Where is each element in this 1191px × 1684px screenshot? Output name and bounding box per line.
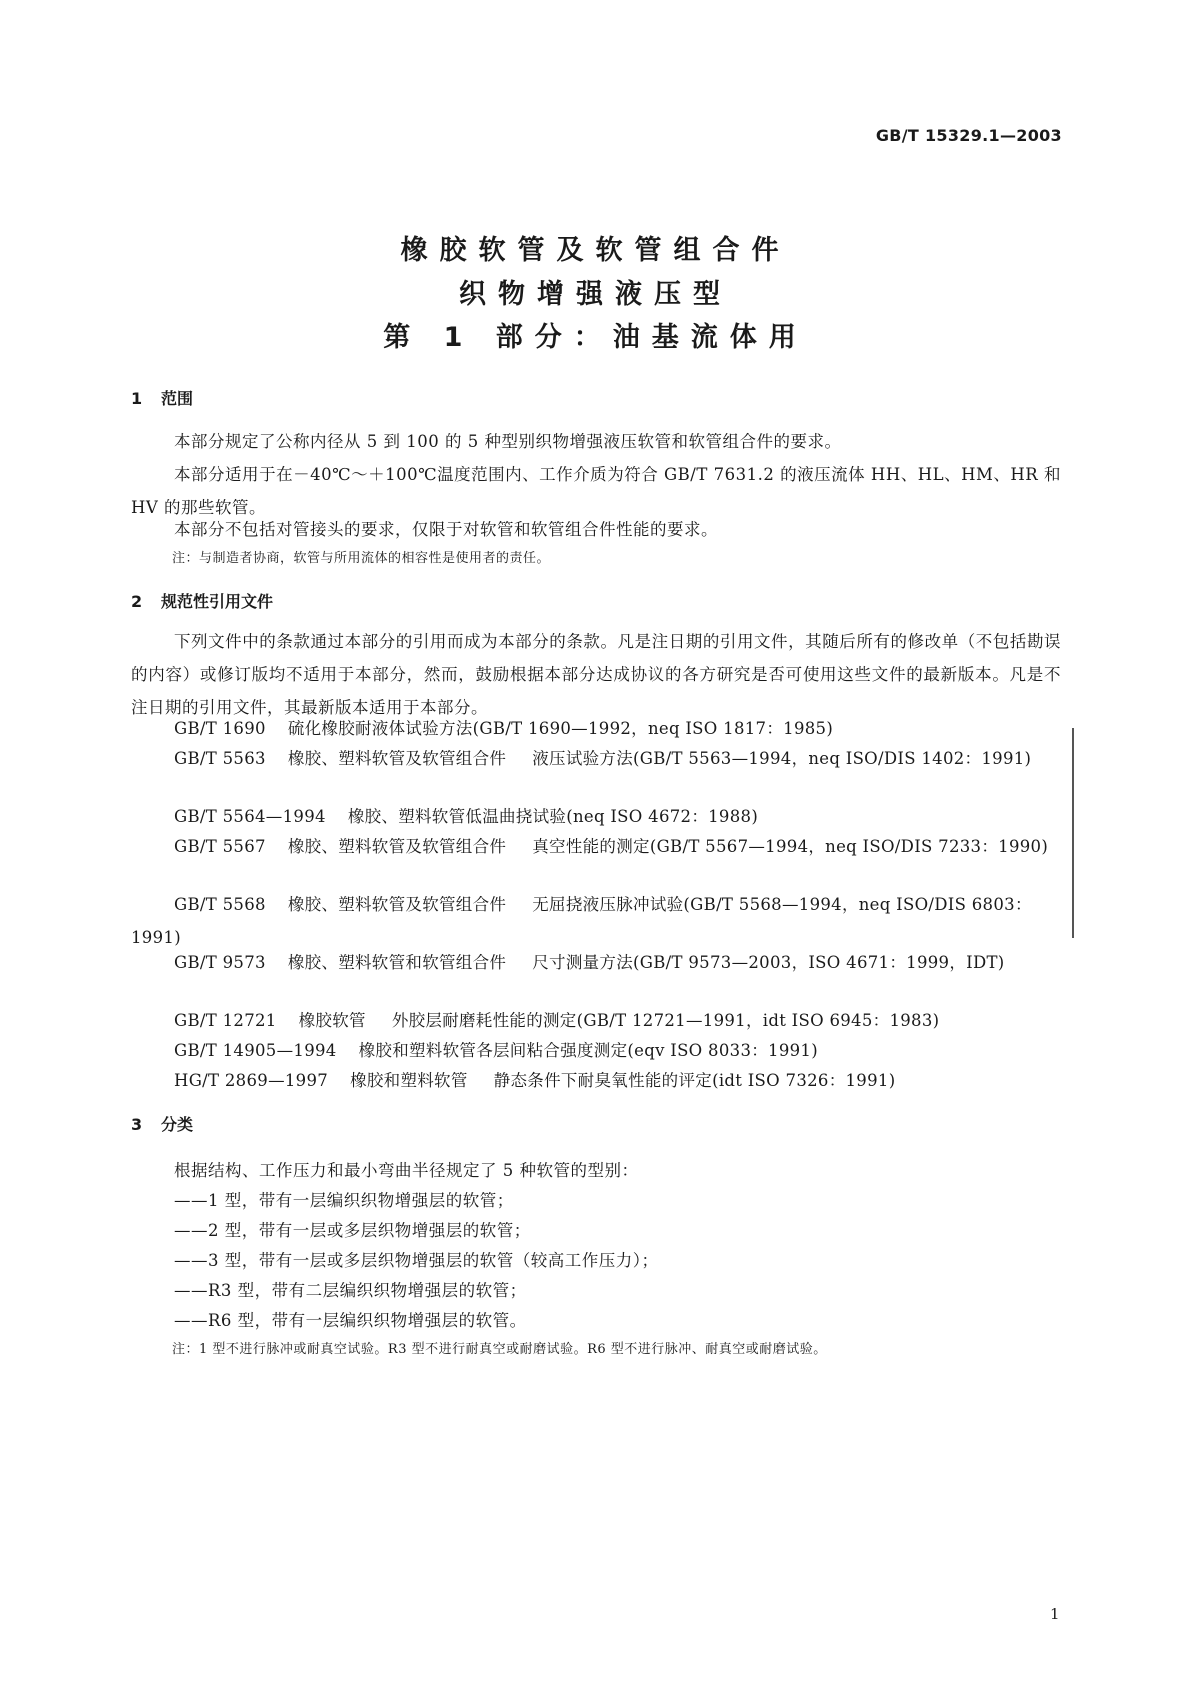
reference-item — [131, 1004, 1061, 1037]
reference-source: (GB/T 5568—1994，neq ISO/DIS 6803：1991) — [131, 895, 1032, 947]
reference-subtitle: 液压试验方法 — [532, 749, 634, 768]
section-1-paragraph-1: 本部分规定了公称内径从 5 到 100 的 5 种型别织物增强液压软管和软管组合件的要求。 — [174, 432, 842, 451]
reference-subtitle: 尺寸测量方法 — [532, 953, 634, 972]
reference-title: 橡胶和塑料软管 — [350, 1071, 468, 1090]
reference-code: GB/T 5568 — [174, 895, 266, 914]
reference-source: (neq ISO 4672：1988) — [566, 807, 759, 826]
reference-source: (GB/T 12721—1991，idt ISO 6945：1983) — [576, 1011, 940, 1030]
reference-code: GB/T 5563 — [174, 749, 266, 768]
reference-source: (GB/T 9573—2003，ISO 4671：1999，IDT) — [633, 953, 1005, 972]
reference-source: (GB/T 1690—1992，neq ISO 1817：1985) — [472, 719, 834, 738]
standard-code: GB/T 15329.1—2003 — [875, 126, 1062, 145]
reference-subtitle: 无屈挠液压脉冲试验 — [532, 895, 684, 914]
section-title: 分类 — [161, 1115, 194, 1134]
section-title: 规范性引用文件 — [161, 592, 274, 611]
reference-title: 橡胶、塑料软管及软管组合件 — [287, 837, 507, 856]
reference-subtitle: 静态条件下耐臭氧性能的评定 — [493, 1071, 713, 1090]
reference-title: 橡胶、塑料软管低温曲挠试验 — [347, 807, 567, 826]
title-line-3: 第 1 部分：油基流体用 — [383, 322, 808, 353]
reference-item — [131, 712, 1061, 745]
reference-item — [131, 946, 1061, 979]
reference-subtitle: 真空性能的测定 — [532, 837, 650, 856]
list-item: ——R6 型，带有一层编织织物增强层的软管。 — [174, 1311, 527, 1330]
section-1-paragraph-3: 本部分不包括对管接头的要求，仅限于对软管和软管组合件性能的要求。 — [174, 520, 718, 539]
reference-title: 橡胶软管 — [298, 1011, 366, 1030]
reference-source: (idt ISO 7326：1991) — [712, 1071, 896, 1090]
section-3-heading — [131, 1112, 193, 1135]
reference-item — [131, 1064, 1061, 1097]
list-item: ——2 型，带有一层或多层织物增强层的软管； — [174, 1221, 531, 1240]
reference-item — [131, 830, 1061, 863]
section-2-intro: 下列文件中的条款通过本部分的引用而成为本部分的条款。凡是注日期的引用文件，其随后所有的修改单（不包括勘误的内容）或修订版均不适用于本部分，然而，鼓励根据本部分达成协议的各方研究是否可使用这些文件的最新版本。凡是不注日期的引用文件，其最新版本适用于本部分。 — [131, 632, 1061, 717]
reference-title: 橡胶和塑料软管各层间粘合强度测定 — [358, 1041, 628, 1060]
reference-code: GB/T 14905—1994 — [174, 1041, 337, 1060]
reference-title: 橡胶、塑料软管及软管组合件 — [287, 895, 507, 914]
list-item: ——R3 型，带有二层编织织物增强层的软管； — [174, 1281, 527, 1300]
reference-code: HG/T 2869—1997 — [174, 1071, 329, 1090]
list-item: ——1 型，带有一层编织织物增强层的软管； — [174, 1191, 514, 1210]
reference-code: GB/T 1690 — [174, 719, 266, 738]
revision-margin-bar — [1072, 728, 1074, 938]
section-1-note: 注：与制造者协商，软管与所用流体的相容性是使用者的责任。 — [172, 551, 551, 566]
title-line-1: 橡胶软管及软管组合件 — [400, 235, 791, 266]
reference-code: GB/T 12721 — [174, 1011, 277, 1030]
reference-source: (GB/T 5563—1994，neq ISO/DIS 1402：1991) — [633, 749, 1032, 768]
reference-item — [131, 742, 1061, 775]
reference-code: GB/T 5567 — [174, 837, 266, 856]
list-item: ——3 型，带有一层或多层织物增强层的软管（较高工作压力）； — [174, 1251, 659, 1270]
section-number: 3 — [131, 1115, 143, 1134]
reference-title: 橡胶、塑料软管和软管组合件 — [287, 953, 507, 972]
section-3-intro: 根据结构、工作压力和最小弯曲半径规定了 5 种软管的型别： — [174, 1161, 639, 1180]
reference-item — [131, 1034, 1061, 1067]
section-number: 1 — [131, 389, 143, 408]
section-title: 范围 — [161, 389, 194, 408]
section-number: 2 — [131, 592, 143, 611]
section-2-heading — [131, 589, 273, 612]
title-line-2: 织物增强液压型 — [459, 279, 732, 310]
reference-title: 硫化橡胶耐液体试验方法 — [287, 719, 473, 738]
section-1-paragraph-2: 本部分适用于在－40℃～＋100℃温度范围内、工作介质为符合 GB/T 7631.2 的液压流体 HH、HL、HM、HR 和 HV 的那些软管。 — [131, 465, 1061, 517]
reference-subtitle: 外胶层耐磨耗性能的测定 — [391, 1011, 577, 1030]
page-number: 1 — [1050, 1605, 1060, 1623]
reference-item — [131, 888, 1061, 954]
reference-code: GB/T 5564—1994 — [174, 807, 326, 826]
reference-title: 橡胶、塑料软管及软管组合件 — [287, 749, 507, 768]
reference-source: (GB/T 5567—1994，neq ISO/DIS 7233：1990) — [649, 837, 1049, 856]
reference-code: GB/T 9573 — [174, 953, 266, 972]
section-1-heading — [131, 386, 193, 409]
reference-source: (eqv ISO 8033：1991) — [627, 1041, 818, 1060]
reference-item — [131, 800, 1061, 833]
section-3-note: 注：1 型不进行脉冲或耐真空试验。R3 型不进行耐真空或耐磨试验。R6 型不进行脉冲、耐真空或耐磨试验。 — [172, 1342, 827, 1357]
